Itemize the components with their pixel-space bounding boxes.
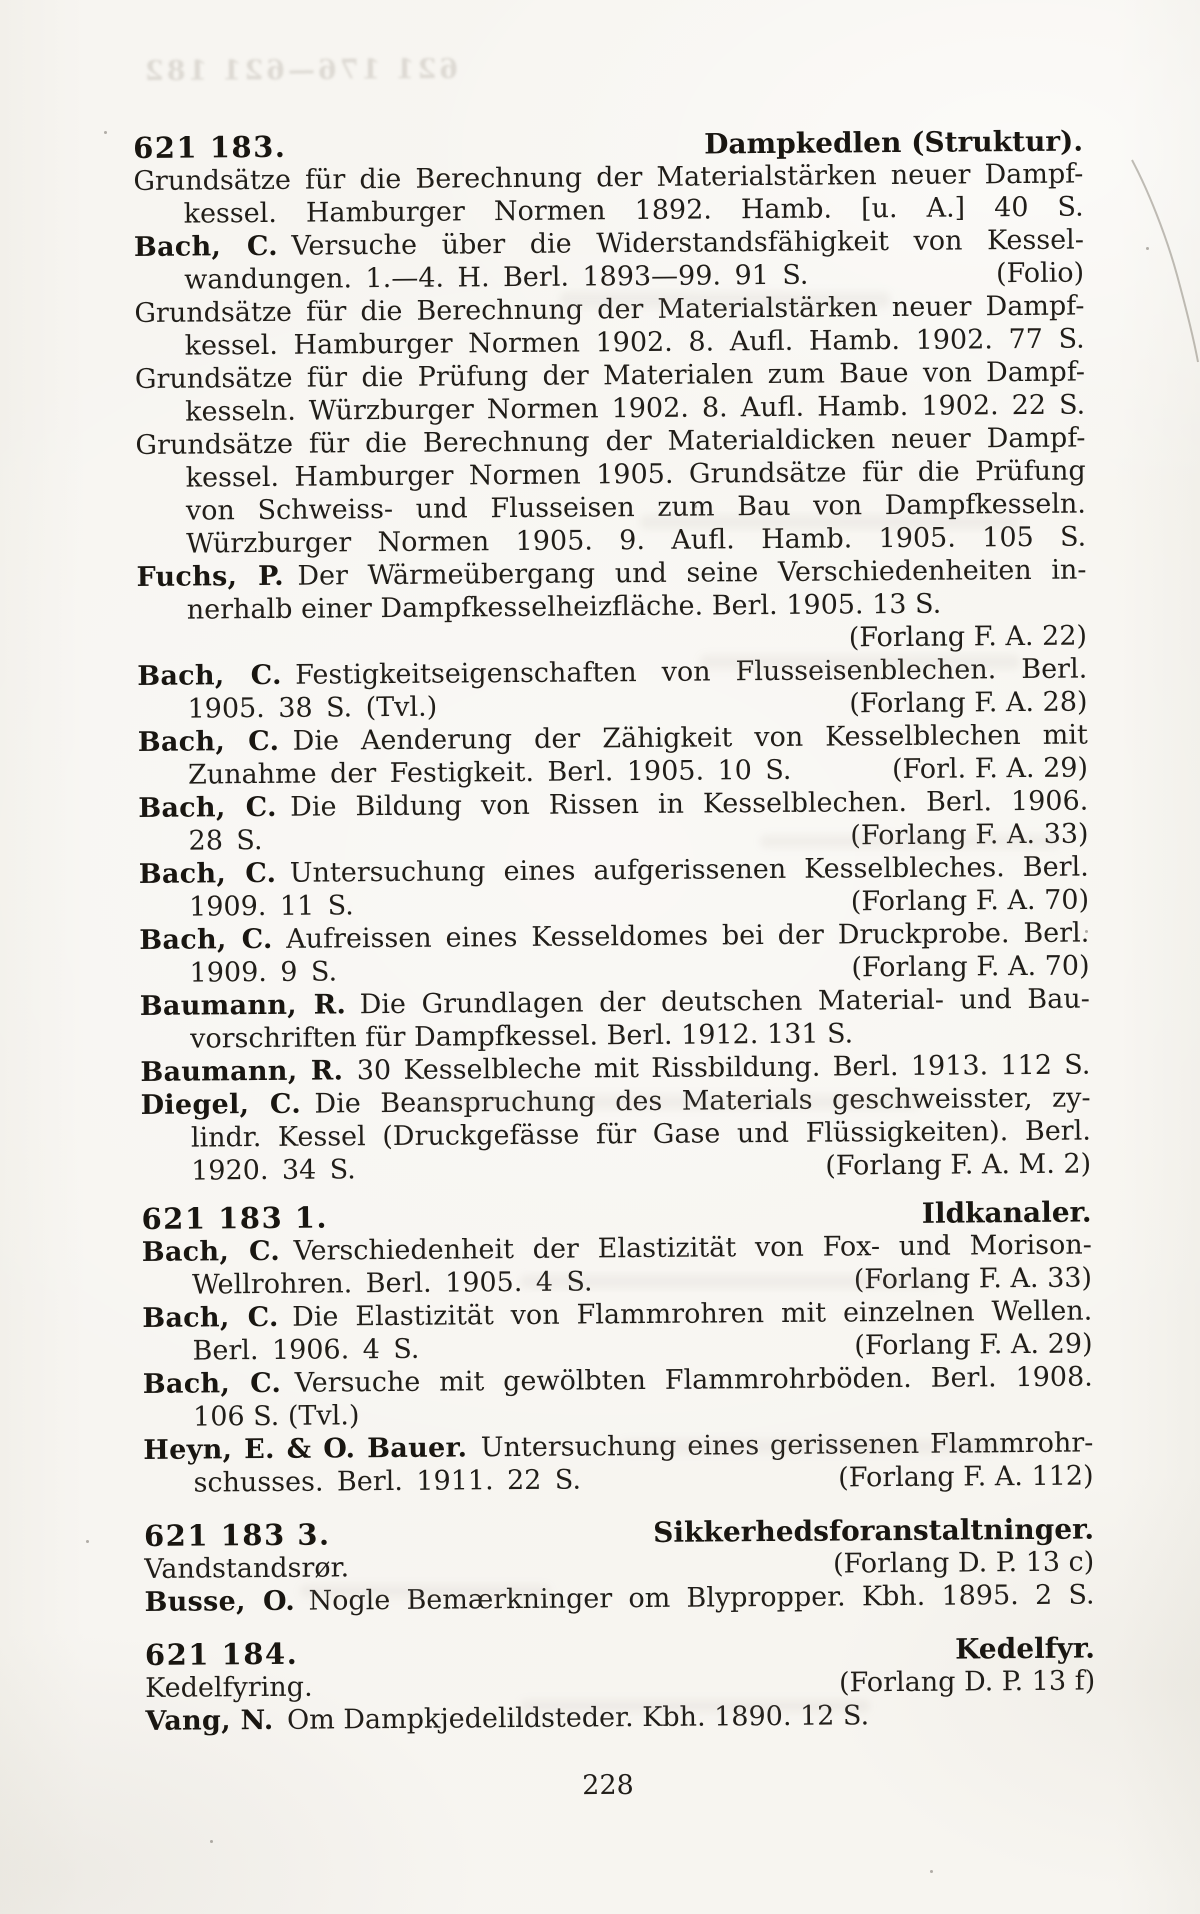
- entry-text: Zunahme der Festigkeit. Berl. 1905. 10 S.: [187, 754, 792, 791]
- entry-text: Grundsätze für die Berechnung der Materialstärken neuer Dampf-: [133, 158, 1084, 197]
- entry-text: wandungen. 1.—4. H. Berl. 1893—99. 91 S.: [184, 259, 809, 296]
- entry-line: [141, 1148, 1091, 1188]
- entry-text: Untersuchung eines gerissenen Flammrohr-: [480, 1427, 1094, 1464]
- entry-text: kessel. Hamburger Normen 1892. Hamb. [u. A.] 40 S.: [183, 191, 1084, 230]
- entry-line-left: [184, 259, 809, 297]
- entry-text: Grundsätze für die Berechnung der Materialdicken neuer Dampf-: [135, 422, 1086, 461]
- entry-line-left: [140, 984, 1090, 1022]
- scan-speck: [1085, 930, 1088, 933]
- section-title: Dampkedlen (Struktur).: [704, 124, 1084, 161]
- entry-text: 1909. 9 S.: [189, 956, 338, 989]
- bleedthrough-smudge: [520, 1275, 940, 1288]
- author-name: Bach, C.: [138, 857, 277, 890]
- entry-line-left: [189, 955, 337, 989]
- entry-text: Die Elastizität von Flammrohren mit einzelnen Wellen.: [292, 1295, 1093, 1333]
- catalog-section: [144, 1512, 1095, 1618]
- entry-text: Die Bildung von Rissen in Kesselblechen. Berl. 1906.: [290, 785, 1089, 823]
- entry-text: von Schweiss- und Flusseisen zum Bau von Dampfkesseln.: [185, 488, 1087, 527]
- entry-text: kesseln. Würzburger Normen 1902. 8. Aufl. Hamb. 1902. 22 S.: [185, 389, 1086, 428]
- forlang-reference: (Forlang D. P. 13 f): [838, 1665, 1096, 1699]
- scan-speck: [1146, 247, 1149, 250]
- entry-line-left: [144, 1551, 349, 1586]
- forlang-reference: (Forlang F. A. 70): [850, 884, 1090, 918]
- bleedthrough-smudge: [520, 1700, 870, 1712]
- entry-text: Der Wärmeübergang und seine Verschiedenheiten in-: [297, 554, 1087, 592]
- section-title: Ildkanaler.: [921, 1195, 1092, 1230]
- entry-line-left: [191, 1153, 356, 1187]
- forlang-reference: (Forlang F. A. 28): [849, 686, 1088, 720]
- forlang-reference: (Forl. F. A. 29): [891, 752, 1089, 786]
- entry-line-left: [187, 589, 942, 626]
- entry-line-left: [188, 754, 792, 792]
- forlang-reference: (Folio): [995, 257, 1085, 290]
- author-name: Bach, C.: [137, 659, 282, 692]
- bleedthrough-smudge: [620, 1440, 1000, 1453]
- entry-text: Om Dampkjedelildsteder. Kbh. 1890. 12 S.: [286, 1700, 870, 1736]
- entry-text: 1905. 38 S. (Tvl.): [187, 691, 438, 725]
- entry-text: Versuche mit gewölbten Flammrohrböden. Berl. 1908.: [294, 1361, 1093, 1399]
- entry-text: 30 Kesselbleche mit Rissbildung. Berl. 1913. 112 S.: [356, 1049, 1091, 1087]
- entry-text: schusses. Berl. 1911. 22 S.: [193, 1464, 582, 1499]
- author-name: Vang, N.: [145, 1704, 274, 1737]
- entry-text: Grundsätze für die Berechnung der Materialstärken neuer Dampf-: [134, 290, 1085, 329]
- author-name: Bach, C.: [142, 1367, 282, 1400]
- scan-speck: [930, 1870, 933, 1873]
- entry-text: Vandstandsrør.: [144, 1552, 350, 1585]
- forlang-reference: (Forlang F. A. 22): [848, 620, 1088, 654]
- forlang-reference: (Forlang F. A. 33): [853, 1262, 1093, 1296]
- entry-text: Verschiedenheit der Elastizität von Fox- und Morison-: [293, 1229, 1092, 1267]
- bleedthrough-smudge: [640, 515, 1020, 529]
- entry-text: lindr. Kessel (Druckgefässe für Gase und Flüssigkeiten). Berl.: [190, 1115, 1091, 1154]
- scan-speck: [86, 1540, 89, 1543]
- scan-speck: [104, 131, 107, 134]
- entry-text: Wellrohren. Berl. 1905. 4 S.: [191, 1266, 593, 1301]
- entry-line-left: [189, 889, 354, 923]
- entry-text: kessel. Hamburger Normen 1905. Grundsätze für die Prüfung: [185, 455, 1086, 494]
- entry-text: nerhalb einer Dampfkesselheizfläche. Berl. 1905. 13 S.: [186, 588, 942, 626]
- bleedthrough-smudge: [760, 835, 1060, 848]
- entry-line-left: [145, 1671, 313, 1705]
- author-name: Baumann, R.: [140, 1055, 344, 1088]
- entry-text: 1909. 11 S.: [188, 890, 354, 923]
- entry-line-left: [193, 1400, 360, 1432]
- entry-line-left: [136, 555, 1086, 593]
- section-title: Kedelfyr.: [954, 1631, 1096, 1666]
- forlang-reference: (Forlang F. A. 112): [838, 1460, 1094, 1494]
- entry-line-left: [134, 225, 1084, 263]
- section-title: Sikkerhedsforanstaltninger.: [653, 1512, 1095, 1549]
- author-name: Bach, C.: [133, 230, 279, 263]
- entry-line-left: [192, 1333, 419, 1368]
- scan-speck: [210, 1840, 213, 1843]
- entry-line-left: [188, 824, 262, 858]
- author-name: Busse, O.: [144, 1585, 296, 1618]
- author-name: Bach, C.: [139, 923, 273, 956]
- author-name: Bach, C.: [138, 791, 277, 824]
- bleedthrough-smudge: [700, 655, 1020, 669]
- entry-line-left: [193, 1464, 581, 1500]
- forlang-reference: (Forlang F. A. M. 2): [825, 1148, 1092, 1182]
- entry-text: Festigkeitseigenschaften von Flusseisenblechen. Berl.: [295, 653, 1088, 691]
- entry-line-left: [144, 1579, 1094, 1617]
- author-name: Diegel, C.: [140, 1088, 302, 1121]
- entry-text: kessel. Hamburger Normen 1902. 8. Aufl. Hamb. 1902. 77 S.: [184, 323, 1085, 362]
- section-number: 621 183.: [132, 129, 287, 165]
- section-number: 621 183 1.: [141, 1200, 329, 1236]
- author-name: Bach, C.: [142, 1301, 279, 1334]
- forlang-reference: (Forlang D. P. 13 c): [832, 1546, 1095, 1580]
- entry-line-left: [143, 1362, 1093, 1400]
- scan-speck: [694, 505, 697, 508]
- entry-text: Die Grundlagen der deutschen Material- und Bau-: [359, 983, 1090, 1021]
- section-number: 621 183 3.: [143, 1517, 331, 1553]
- entry-text: Aufreissen eines Kesseldomes bei der Druckprobe. Berl.: [286, 917, 1090, 955]
- entry-text: Berl. 1906. 4 S.: [192, 1333, 420, 1367]
- entry-line: [143, 1459, 1093, 1499]
- author-name: Fuchs, P.: [136, 560, 285, 593]
- author-name: Bach, C.: [137, 725, 280, 758]
- author-name: Heyn, E. & O. Bauer.: [143, 1432, 468, 1466]
- forlang-reference: (Forlang F. A. 29): [854, 1328, 1093, 1362]
- entry-line-left: [190, 1018, 853, 1054]
- catalog-section: [141, 1196, 1093, 1500]
- entry-text: vorschriften für Dampfkessel. Berl. 1912. 131 S.: [190, 1018, 854, 1055]
- entry-text: 1920. 34 S.: [191, 1154, 356, 1187]
- entry-line: [144, 1578, 1094, 1618]
- entry-text: Würzburger Normen 1905. 9. Aufl. Hamb. 1905. 105 S.: [186, 521, 1087, 560]
- entry-text: 106 S. (Tvl.): [192, 1400, 360, 1433]
- entry-text: Kedelfyring.: [145, 1671, 313, 1704]
- author-name: Bach, C.: [141, 1235, 281, 1268]
- entry-text: Nogle Bemærkninger om Blypropper. Kbh. 1895. 2 S.: [308, 1579, 1095, 1617]
- page-number: 228: [582, 1769, 634, 1802]
- entry-text: Die Beanspruchung des Materials geschweisster, zy-: [314, 1082, 1091, 1120]
- entry-text: Die Aenderung der Zähigkeit von Kesselblechen mit: [292, 719, 1088, 757]
- section-number: 621 184.: [144, 1636, 299, 1672]
- entry-text: Untersuchung eines aufgerissenen Kesselbleches. Berl.: [289, 851, 1089, 889]
- author-name: Baumann, R.: [139, 989, 347, 1022]
- catalog-section: [145, 1631, 1096, 1737]
- bleedthrough-smudge: [300, 1585, 550, 1597]
- entry-text: Grundsätze für die Prüfung der Materialen zum Baue von Dampf-: [134, 356, 1086, 395]
- bleedthrough-smudge: [420, 1095, 920, 1109]
- forlang-reference: (Forlang F. A. 70): [851, 950, 1090, 984]
- entry-text: 28 S.: [188, 825, 263, 857]
- catalog-text-block: [133, 125, 1096, 1738]
- bleedthrough-smudge: [560, 292, 890, 308]
- ghost-bleedthrough-header: 621 176—621 182: [141, 53, 459, 88]
- forlang-reference: (Forlang F. A. 33): [850, 818, 1089, 852]
- entry-line-left: [187, 691, 437, 726]
- entry-text: Versuche über die Widerstandsfähigkeit von Kessel-: [291, 224, 1084, 262]
